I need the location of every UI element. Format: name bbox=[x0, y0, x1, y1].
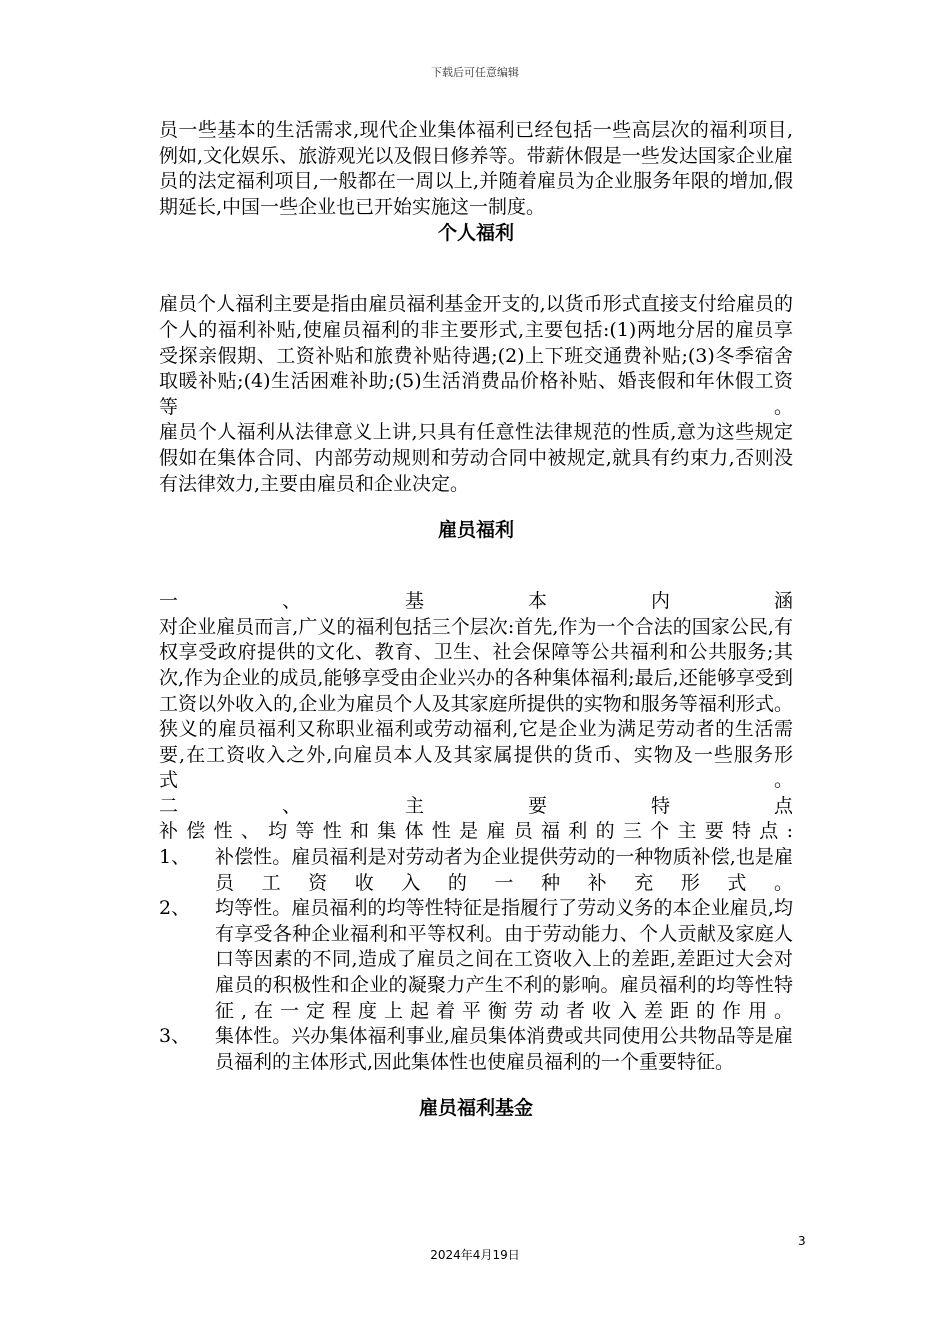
section-title-personal-welfare: 个人福利 bbox=[437, 222, 514, 245]
page-header: 下载后可任意编辑 bbox=[431, 66, 519, 79]
feature-item-text: 补偿性。雇员福利是对劳动者为企业提供劳动的一种物质补偿,也是雇员工资收入的一种补充形式。 bbox=[215, 846, 793, 894]
page-number: 3 bbox=[798, 1234, 806, 1248]
feature-item-text: 均等性。雇员福利的均等性特征是指履行了劳动义务的本企业雇员,均有享受各种企业福利和平等权利。由于劳动能力、个人贡献及家庭人口等因素的不同,造成了雇员之间在工资收入上的差距,差距过大会对雇员的积极性和企业的凝聚力产生不利的影响。雇员福利的均等性特征,在一定程度上起着平衡劳动者收入差距的作用。 bbox=[215, 897, 793, 1022]
employee-welfare-paragraph-1: 对企业雇员而言,广义的福利包括三个层次:首先,作为一个合法的国家公民,有权享受政府提供的文化、教育、卫生、社会保障等公共福利和公共服务;其次,作为企业的成员,能够享受由企业兴办的各种集体福利;最后,还能够享受到工资以外收入的,企业为雇员个人及其家庭所提供的实物和服务等福利形式。 bbox=[159, 615, 793, 715]
feature-item-text: 集体性。兴办集体福利事业,雇员集体消费或共同使用公共物品等是雇员福利的主体形式,因此集体性也使雇员福利的一个重要特征。 bbox=[215, 1025, 793, 1073]
feature-item-number: 2、 bbox=[159, 897, 191, 920]
feature-item-number: 3、 bbox=[159, 1025, 191, 1048]
feature-item bbox=[159, 845, 793, 896]
feature-item-number: 1、 bbox=[159, 846, 191, 869]
feature-item bbox=[159, 1024, 793, 1075]
document-body bbox=[159, 118, 793, 1121]
section-title-employee-welfare: 雇员福利 bbox=[437, 519, 514, 542]
features-intro: 补偿性、均等性和集体性是雇员福利的三个主要特点: bbox=[159, 820, 793, 843]
section-title-welfare-fund: 雇员福利基金 bbox=[418, 1097, 533, 1120]
intro-paragraph: 员一些基本的生活需求,现代企业集体福利已经包括一些高层次的福利项目,例如,文化娱乐、旅游观光以及假日修养等。带薪休假是一些发达国家企业雇员的法定福利项目,一般都在一周以上,并随着雇员为企业服务年限的增加,假期延长,中国一些企业也已开始实施这一制度。 bbox=[159, 119, 793, 218]
personal-welfare-paragraph-2: 雇员个人福利从法律意义上讲,只具有任意性法律规范的性质,意为这些规定假如在集体合同、内部劳动规则和劳动合同中被规定,就具有约束力,否则没有法律效力,主要由雇员和企业决定。 bbox=[159, 421, 793, 495]
page-footer-date: 2024年4月19日 bbox=[430, 1248, 520, 1262]
personal-welfare-paragraph-1: 雇员个人福利主要是指由雇员福利基金开支的,以货币形式直接支付给雇员的个人的福利补贴,使雇员福利的非主要形式,主要包括:(1)两地分居的雇员享受探亲假期、工资补贴和旅费补贴待遇;(2)上下班交通费补贴;(3)冬季宿舍取暖补贴;(4)生活困难补助;(5)生活消费品价格补贴、婚丧假和年休假工资等。 bbox=[159, 293, 793, 418]
feature-item bbox=[159, 896, 793, 1024]
employee-welfare-paragraph-2: 狭义的雇员福利又称职业福利或劳动福利,它是企业为满足劳动者的生活需要,在工资收入之外,向雇员本人及其家属提供的货币、实物及一些服务形式。 bbox=[159, 718, 793, 792]
heading-basic-connotation: 一、基本内涵 bbox=[159, 590, 793, 613]
heading-main-features: 二、主要特点 bbox=[159, 794, 793, 817]
